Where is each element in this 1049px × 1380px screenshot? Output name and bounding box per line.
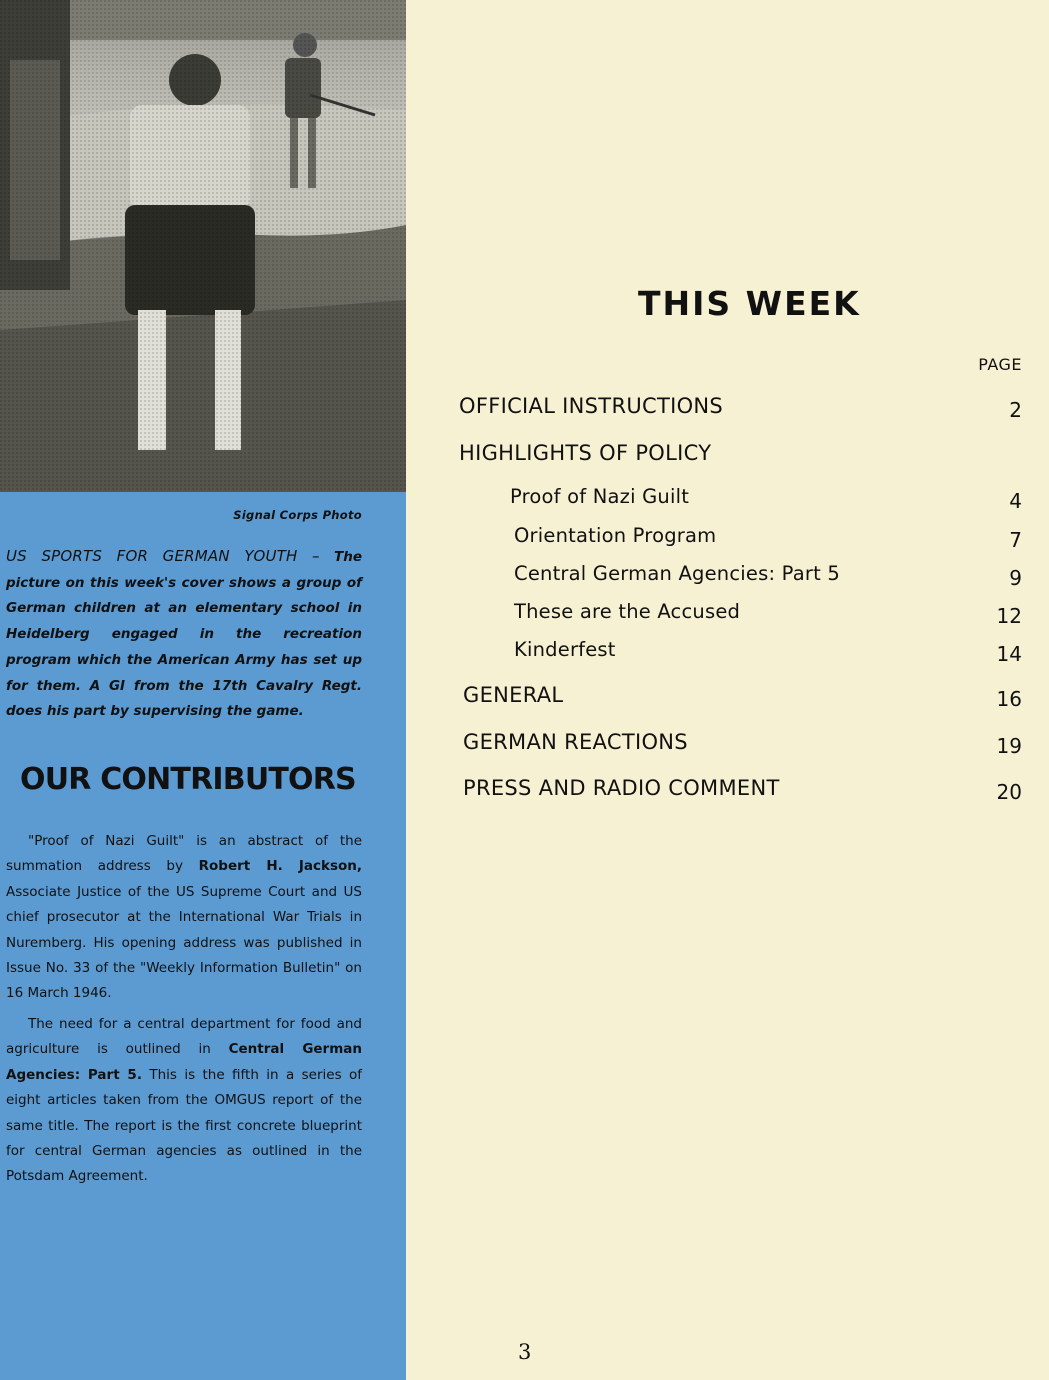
toc-entry-proof-of-nazi-guilt[interactable] [0,485,1049,515]
para1-author-name: Robert H. Jackson, [198,858,362,875]
toc-entry-label: Orientation Program [514,524,717,547]
page-number: 3 [518,1340,532,1364]
toc-entry-these-are-the-accused[interactable] [0,600,1049,630]
photo-credit: Signal Corps Photo [233,508,362,522]
toc-entry-highlights-of-policy[interactable] [0,441,1049,471]
toc-entry-label: These are the Accused [514,600,741,623]
toc-entry-label: GENERAL [463,683,564,707]
toc-entry-page: 19 [996,734,1022,758]
toc-entry-label: OFFICIAL INSTRUCTIONS [459,394,724,418]
toc-entry-german-reactions[interactable] [0,730,1049,760]
toc-entry-page: 2 [1009,398,1022,422]
toc-entry-kinderfest[interactable] [0,638,1049,668]
toc-entry-page: 20 [996,780,1022,804]
toc-entry-page: 12 [996,604,1022,628]
contributors-paragraph-1 [6,829,362,1007]
toc-entry-page: 4 [1009,489,1022,513]
toc-entry-page: 16 [996,687,1022,711]
toc-entry-label: PRESS AND RADIO COMMENT [463,776,780,800]
toc-entry-label: HIGHLIGHTS OF POLICY [459,441,712,465]
toc-entry-page: 9 [1009,566,1022,590]
toc-entry-label: Central German Agencies: Part 5 [514,562,840,585]
para2-article-title: Central German Agencies: Part 5. [6,1041,362,1083]
toc-entry-page: 14 [996,642,1022,666]
toc-entry-page: 7 [1009,528,1022,552]
contributors-heading: OUR CONTRIBUTORS [20,762,356,797]
toc-entry-official-instructions[interactable] [0,394,1049,424]
toc-entry-label: Proof of Nazi Guilt [510,485,690,508]
caption-body: The picture on this week's cover shows a group of German children at an elementary school in Heidelberg engaged in the recreation program which the American Army has set up for them. A GI from the 17th Cavalry Regt. does his part by supervising the game. [6,549,362,720]
toc-entry-orientation-program[interactable] [0,524,1049,554]
toc-entry-central-german-agencies[interactable] [0,562,1049,592]
toc-entry-press-and-radio-comment[interactable] [0,776,1049,806]
toc-entry-general[interactable] [0,683,1049,713]
toc-title: THIS WEEK [638,284,861,323]
toc-entry-label: Kinderfest [514,638,616,661]
toc-page-column-header: PAGE [978,355,1022,374]
para2-text-a: The need for a central department for food and agriculture is outlined in [6,1016,362,1058]
contributors-paragraph-2 [6,1012,362,1190]
toc-entry-label: GERMAN REACTIONS [463,730,688,754]
para2-text-b: This is the fifth in a series of eight articles taken from the OMGUS report of the same title. The report is the first concrete blueprint for central German agencies as outlined in the Potsdam Agreement. [6,1066,363,1185]
caption-lead: US SPORTS FOR GERMAN YOUTH – [6,547,320,565]
para1-text-a: "Proof of Nazi Guilt" is an abstract of the summation address by [6,833,362,875]
para1-text-b: Associate Justice of the US Supreme Court and US chief prosecutor at the International War Trials in Nuremberg. His opening address was published in Issue No. 33 of the "Weekly Information Bulletin" on 16 March 1946. [6,883,362,1002]
